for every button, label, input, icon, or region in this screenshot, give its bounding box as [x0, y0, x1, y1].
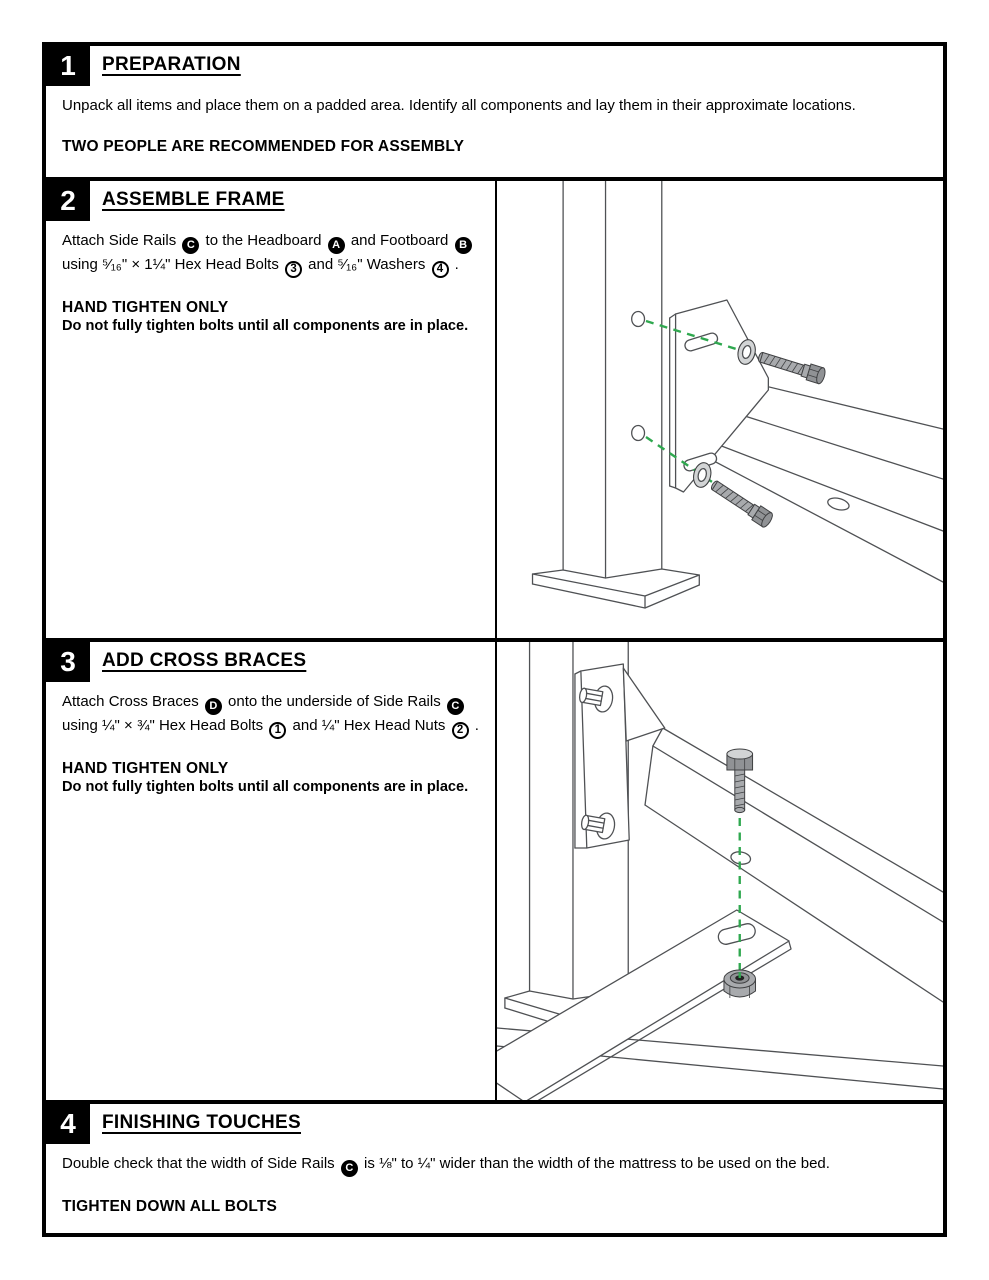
- step-2-note: HAND TIGHTEN ONLY: [62, 299, 229, 317]
- step-2-title: ASSEMBLE FRAME: [102, 189, 285, 210]
- hex-bolt-lower: [708, 477, 774, 529]
- vertical-hex-bolt: [727, 749, 753, 813]
- step-3-header: [46, 642, 495, 682]
- step-4-note: TIGHTEN DOWN ALL BOLTS: [62, 1198, 278, 1215]
- cross-brace-diagram: [497, 642, 943, 1100]
- part-label-C: C: [182, 237, 199, 254]
- part-label-B: B: [455, 237, 472, 254]
- step-3-section: [46, 638, 943, 1100]
- step-1-section: [46, 46, 943, 177]
- post-bolt-holes: [632, 312, 645, 441]
- hardware-label-4: 4: [432, 261, 449, 278]
- hardware-label-1: 1: [269, 722, 286, 739]
- step-3-note: HAND TIGHTEN ONLY: [62, 760, 229, 778]
- part-label-C: C: [447, 698, 464, 715]
- step-2-text-column: [46, 181, 495, 638]
- step-2-section: [46, 177, 943, 638]
- step-2-illustration-panel: [495, 181, 943, 638]
- part-label-D: D: [205, 698, 222, 715]
- step-1-note: TWO PEOPLE ARE RECOMMENDED FOR ASSEMBLY: [62, 137, 465, 155]
- frame-assembly-diagram: [497, 181, 943, 638]
- hardware-label-3: 3: [285, 261, 302, 278]
- step-2-header: [46, 181, 495, 221]
- step-4-title: FINISHING TOUCHES: [102, 1112, 301, 1133]
- step-4-number-box: 4: [46, 1104, 90, 1144]
- step-4-instructions: Double check that the width of Side Rails C is ⅛" to ¼" wider than the width of the mattress to be used on the bed.: [62, 1153, 925, 1177]
- part-label-A: A: [328, 237, 345, 254]
- instruction-sheet: [42, 42, 947, 1237]
- hex-nut: [724, 970, 756, 998]
- step-1-header: [46, 46, 943, 86]
- step-3-number-box: 3: [46, 642, 90, 682]
- step-3-text-column: [46, 642, 495, 1100]
- cross-brace: [497, 910, 791, 1100]
- step-2-instructions: Attach Side Rails C to the Headboard A and Footboard B using ⁵⁄₁₆" × 1¼" Hex Head Bolts 3 and ⁵⁄₁₆" Washers 4 .: [62, 230, 487, 278]
- step-3-title: ADD CROSS BRACES: [102, 650, 307, 671]
- step-1-title: PREPARATION: [102, 54, 241, 75]
- post-base-plate: [533, 569, 700, 608]
- step-3-note-detail: Do not fully tighten bolts until all components are in place.: [62, 779, 469, 796]
- bed-post: [563, 181, 662, 578]
- step-1-instructions: Unpack all items and place them on a padded area. Identify all components and lay them in their approximate locations.: [62, 97, 856, 114]
- step-2-note-detail: Do not fully tighten bolts until all components are in place.: [62, 318, 469, 335]
- step-2-number-box: 2: [46, 181, 90, 221]
- step-4-section: [46, 1100, 943, 1233]
- part-label-C: C: [341, 1160, 358, 1177]
- hardware-label-2: 2: [452, 722, 469, 739]
- step-3-instructions: Attach Cross Braces D onto the underside of Side Rails C using ¼" × ¾" Hex Head Bolts 1 and ¼" Hex Head Nuts 2 .: [62, 691, 487, 739]
- step-4-header: [46, 1104, 943, 1144]
- step-3-illustration-panel: [495, 642, 943, 1100]
- step-1-number-box: 1: [46, 46, 90, 86]
